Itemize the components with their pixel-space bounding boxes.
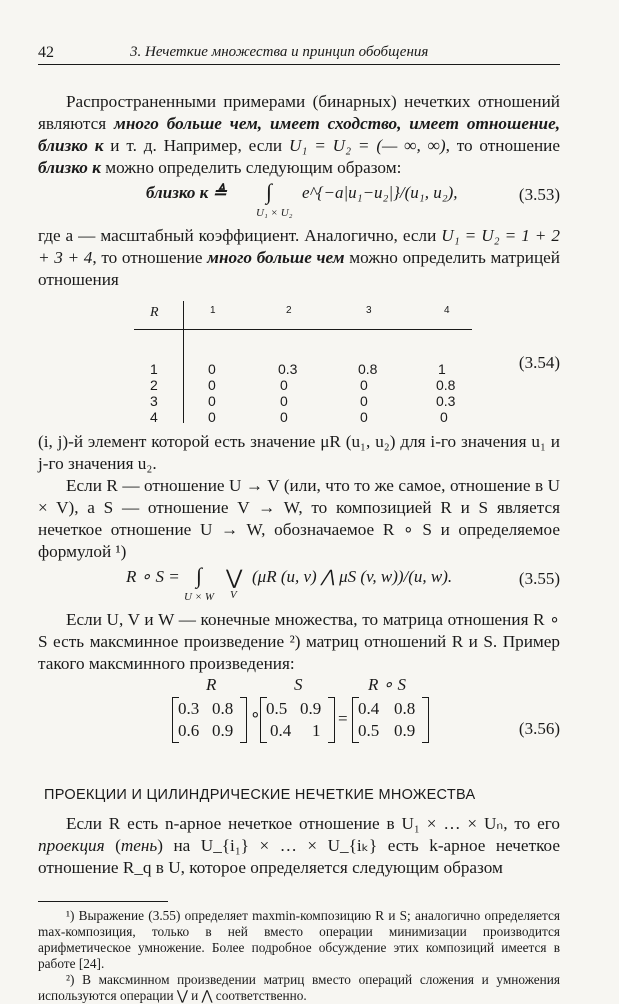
matrix-S-cell: 0.4 xyxy=(270,721,292,740)
para2-text-3: можно определить матрицей отношения xyxy=(38,248,561,289)
matrix-cell: 0 xyxy=(360,377,368,393)
matrix-R-cell: 0.8 xyxy=(212,699,234,718)
para2-text-1: где a — масштабный коэффициент. Аналогично, если xyxy=(38,226,442,245)
matrix-cell: 0.3 xyxy=(278,361,298,377)
matrix-cell: 0 xyxy=(440,409,448,425)
matrix-row-header: 3 xyxy=(150,393,158,409)
para1-math: U₁ = U₂ = (— ∞, ∞) xyxy=(288,136,446,155)
matrix-col-header: 4 xyxy=(444,305,450,316)
matrix-cell: 0 xyxy=(208,361,216,377)
eq356-number: (3.56) xyxy=(518,719,560,738)
eq355-max-domain: V xyxy=(230,589,237,601)
footnote-rule xyxy=(38,901,168,902)
matrix-label-RS: R ∘ S xyxy=(368,675,407,694)
matrix-R-cell: 0.9 xyxy=(212,721,234,740)
matrix-row-header: 4 xyxy=(150,409,158,425)
matrix-col-header: 1 xyxy=(210,305,216,316)
section-heading: ПРОЕКЦИИ И ЦИЛИНДРИЧЕСКИЕ НЕЧЕТКИЕ МНОЖЕСТВА xyxy=(44,787,476,803)
paragraph-6 xyxy=(38,813,560,879)
eq355-number: (3.55) xyxy=(518,569,560,588)
eq355-max-operator: ⋁ xyxy=(226,567,243,589)
matrix-S-cell: 0.9 xyxy=(300,699,322,718)
matrix-row-header: 1 xyxy=(150,361,158,377)
matrix-R-cell: 0.6 xyxy=(178,721,200,740)
matrix-cell: 0 xyxy=(280,393,288,409)
eq355-body: (μR (u, v) ⋀ μS (v, w))/(u, w). xyxy=(252,567,453,586)
composition-operator: ∘ xyxy=(250,705,261,724)
running-title: 3. Нечеткие множества и принцип обобщения xyxy=(130,44,429,60)
matrix-RS-bracket-right xyxy=(422,697,429,743)
para6-text-1: Если R есть n-арное нечеткое отношение в U₁ × … × Uₙ, то его xyxy=(66,814,560,833)
matrix-cell: 1 xyxy=(438,361,446,377)
matrix-cell: 0 xyxy=(208,377,216,393)
matrix-cell: 0.8 xyxy=(358,361,378,377)
matrix-corner-label: R xyxy=(150,305,159,320)
matrix-RS-cell: 0.4 xyxy=(358,699,380,718)
paragraph-3: (i, j)-й элемент которой есть значение μR (u₁, u₂) для i-го значения u₁ и j-го значения u₂. xyxy=(38,432,560,473)
paragraph-1 xyxy=(38,91,560,179)
matrix-vertical-rule xyxy=(183,301,184,423)
footnote-2: ²) В максминном произведении матриц вместо операций сложения и умножения используются операции ⋁ и ⋀ соответственно. xyxy=(38,972,560,1003)
eq355-lhs: R ∘ S = xyxy=(126,567,180,586)
matrix-cell: 0.3 xyxy=(436,393,456,409)
matrix-cell: 0 xyxy=(208,409,216,425)
equation-3-55 xyxy=(38,563,560,609)
paragraph-2 xyxy=(38,225,560,291)
eq353-body: e^{−a|u₁−u₂|}/(u₁, u₂), xyxy=(302,183,458,202)
matrix-S-cell: 1 xyxy=(312,721,321,740)
eq354-number: (3.54) xyxy=(518,353,560,372)
para6-term-projection: проекция xyxy=(38,836,105,855)
matrix-label-S: S xyxy=(294,675,303,694)
relation-matrix-3-54 xyxy=(38,301,560,425)
eq353-lhs: близко к ≜ xyxy=(146,183,227,202)
eq353-integral: ∫ xyxy=(266,179,273,204)
footnote-1: ¹) Выражение (3.55) определяет maxmin-композицию R и S; аналогично определяется max-композиция, только в ней вместо операции минимизации производится арифметическое умножение. Более подробное обсуждение этих композиций имеется в работе [24]. xyxy=(38,908,560,971)
para6-text-3: ) на U_{i₁} × … × U_{iₖ} есть k-арное нечеткое отношение R_q в U, которое определяется следующим образом xyxy=(38,836,560,877)
equation-3-53 xyxy=(38,179,560,225)
para1-text-3: , то отношение xyxy=(445,136,560,155)
matrix-label-R: R xyxy=(206,675,217,694)
matrix-R-cell: 0.3 xyxy=(178,699,200,718)
matrix-col-header: 2 xyxy=(286,305,292,316)
page-number: 42 xyxy=(38,44,54,61)
para6-text-2: ( xyxy=(104,836,121,855)
para2-text-2: , то отношение xyxy=(92,248,208,267)
para6-term-shadow: тень xyxy=(120,836,158,855)
matrix-RS-cell: 0.5 xyxy=(358,721,380,740)
eq355-domain: U × W xyxy=(184,591,215,603)
equation-3-56 xyxy=(38,675,560,767)
matrix-cell: 0 xyxy=(360,409,368,425)
para2-math: U₁ = U₂ = 1 + 2 + 3 + 4 xyxy=(38,226,560,267)
matrix-horizontal-rule xyxy=(134,329,472,330)
equals-sign: = xyxy=(338,709,348,728)
matrix-S-cell: 0.5 xyxy=(266,699,288,718)
matrix-RS-cell: 0.8 xyxy=(394,699,416,718)
matrix-cell: 0 xyxy=(280,377,288,393)
page-header xyxy=(38,44,560,65)
paragraph-5: Если U, V и W — конечные множества, то матрица отношения R ∘ S есть максминное произведение ²) матриц отношений R и S. Пример такого максминного произведения: xyxy=(38,610,560,673)
matrix-col-header: 3 xyxy=(366,305,372,316)
para1-text-2: и т. д. Например, если xyxy=(103,136,289,155)
matrix-cell: 0 xyxy=(360,393,368,409)
matrix-cell: 0 xyxy=(208,393,216,409)
eq355-integral: ∫ xyxy=(196,563,203,588)
book-page xyxy=(38,44,560,1004)
eq353-domain: U₁ × U₂ xyxy=(256,207,293,219)
para2-term: много больше чем xyxy=(207,248,345,267)
para1-term-list: много больше чем, имеет сходство, имеет отношение, близко к xyxy=(38,114,560,155)
matrix-cell: 0 xyxy=(280,409,288,425)
paragraph-4: Если R — отношение U → V (или, что то же самое, отношение в U × V), а S — отношение V → W, то композицией R и S является нечеткое отношение U → W, обозначаемое R ∘ S и определяемое формулой ¹) xyxy=(38,476,560,561)
para1-text-4: можно определить следующим образом: xyxy=(100,158,402,177)
eq353-number: (3.53) xyxy=(518,185,560,204)
para1-text-1: Распространенными примерами (бинарных) нечетких отношений являются xyxy=(38,92,560,133)
para1-term-close: близко к xyxy=(38,158,101,177)
matrix-RS-cell: 0.9 xyxy=(394,721,416,740)
matrix-R-bracket-right xyxy=(240,697,247,743)
matrix-cell: 0.8 xyxy=(436,377,456,393)
matrix-S-bracket-right xyxy=(328,697,335,743)
matrix-row-header: 2 xyxy=(150,377,158,393)
